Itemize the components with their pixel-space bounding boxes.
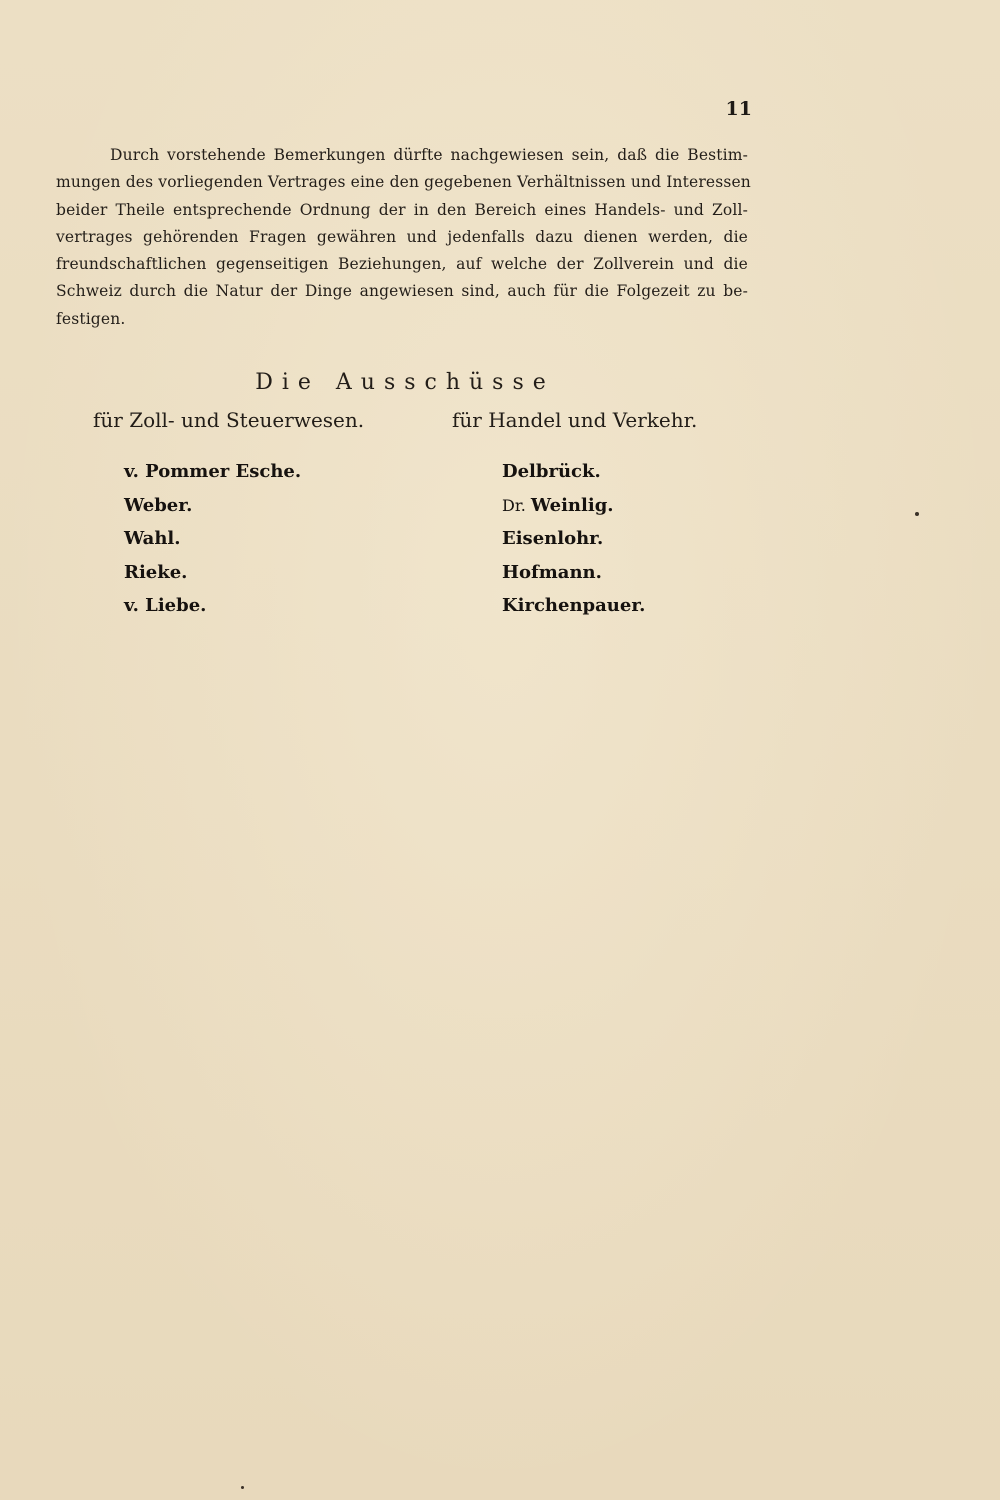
member-surname: Kirchenpauer. <box>502 595 646 616</box>
member-surname: Hofmann. <box>502 561 602 583</box>
paragraph-line: festigen. <box>56 309 126 328</box>
member-name <box>502 489 645 523</box>
ink-speck <box>241 1486 244 1489</box>
member-name: Weber. <box>124 494 193 516</box>
paragraph-line: Schweiz durch die Natur der Dinge angewiesen sind, auch für die Folgezeit zu be- <box>56 282 748 301</box>
trade-traffic-committee-heading: für Handel und Verkehr. <box>452 408 698 432</box>
paragraph-line: mungen des vorliegenden Vertrages eine den gegebenen Verhältnissen und Interessen <box>56 173 751 192</box>
body-paragraph <box>56 142 751 333</box>
paragraph-line: beider Theile entsprechende Ordnung der in den Bereich eines Handels- und Zoll- <box>56 200 748 219</box>
member-name <box>502 556 645 590</box>
member-name <box>502 455 645 489</box>
member-name: v. Liebe. <box>124 595 207 616</box>
paragraph-line: vertrages gehörenden Fragen gewähren und jedenfalls dazu dienen werden, die <box>56 227 748 246</box>
page-number: 11 <box>725 98 752 120</box>
ink-speck <box>915 512 919 516</box>
member-name <box>502 522 645 556</box>
member-surname: Delbrück. <box>502 461 601 482</box>
member-title: Dr. <box>502 495 531 515</box>
member-name: Rieke. <box>124 561 188 583</box>
member-surname: Eisenlohr. <box>502 528 604 549</box>
member-name: v. Pommer Esche. <box>124 461 302 482</box>
member-name: Wahl. <box>124 528 181 549</box>
paragraph-line: Durch vorstehende Bemerkungen dürfte nachgewiesen sein, daß die Bestim- <box>110 146 748 164</box>
customs-tax-committee-members <box>124 455 301 623</box>
member-name <box>502 589 645 623</box>
member-surname: Weinlig. <box>530 494 614 516</box>
paragraph-line: freundschaftlichen gegenseitigen Beziehungen, auf welche der Zollverein und die <box>56 255 748 274</box>
trade-traffic-committee-members <box>502 455 645 623</box>
customs-tax-committee-heading: für Zoll- und Steuerwesen. <box>93 408 365 432</box>
committees-heading: Die Ausschüsse <box>255 370 555 395</box>
